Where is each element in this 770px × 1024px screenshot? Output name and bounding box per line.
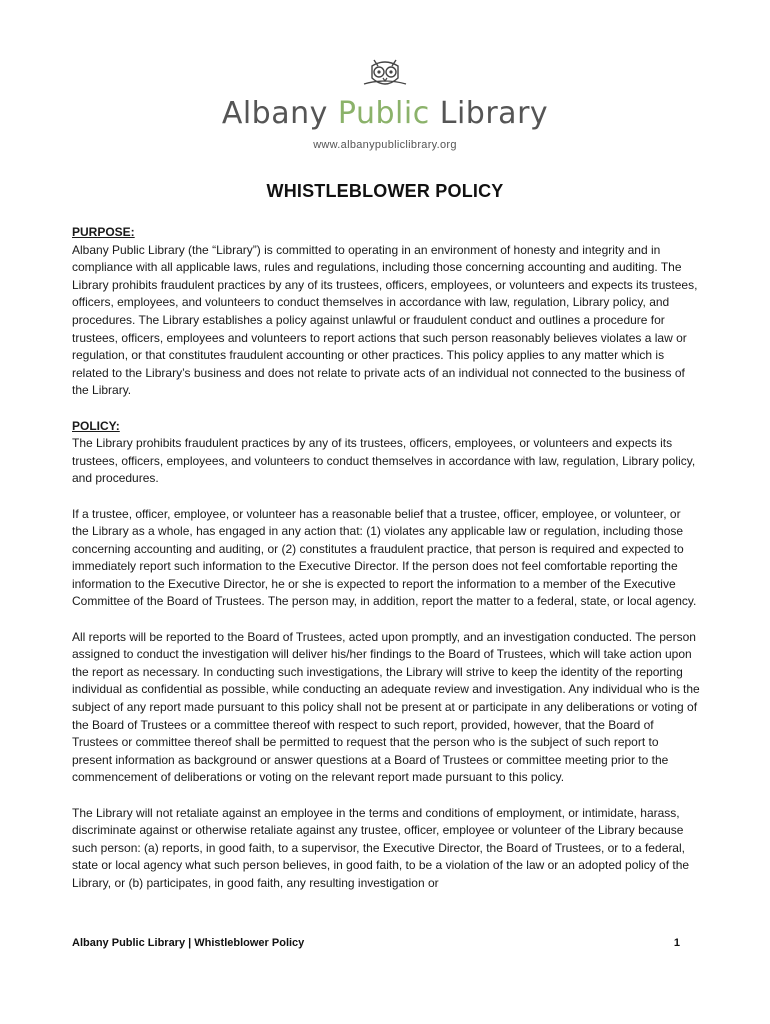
policy-paragraph-2: If a trustee, officer, employee, or volunteer has a reasonable belief that a trustee, officer, employee, or volunteer, or the Library as a whole, has engaged in any action that: (1) violates any applicable law or regulation, including those concerning accounting and auditing, or (2) constitutes a fraudulent practice, that person is required and expected to immediately report such information to the Executive Director. If the person does not feel comfortable reporting the information to the Executive Director, he or she is expected to report the information to a member of the Executive Committee of the Board of Trustees. The person may, in addition, report the matter to a federal, state, or local agency. bbox=[72, 506, 697, 609]
footer-title: Albany Public Library | Whistleblower Policy bbox=[72, 937, 305, 949]
document-body bbox=[72, 224, 700, 893]
document-title: WHISTLEBLOWER POLICY bbox=[266, 181, 504, 201]
purpose-paragraph: Albany Public Library (the “Library”) is committed to operating in an environment of honesty and integrity and in compliance with all applicable laws, rules and regulations, including those concerning accounting and auditing. The Library prohibits fraudulent practices by any of its trustees, officers, employees, or volunteers and expects its trustees, officers, employees, and volunteers to conduct themselves in accordance with law, regulation, Library policy, and procedures. The Library establishes a policy against unlawful or fraudulent conduct and outlines a procedure for trustees, officers, employees and volunteers to report actions that such person reasonably believes violates a law or regulation, or that constitutes fraudulent accounting or other practices. This policy applies to any matter which is related to the Library’s business and does not relate to private acts of an individual not connected to the business of the Library. bbox=[72, 242, 698, 398]
policy-paragraph-4: The Library will not retaliate against an employee in the terms and conditions of employment, or intimidate, harass, discriminate against or otherwise retaliate against any trustee, officer, employee or volunteer of the Library because such person: (a) reports, in good faith, to a supervisor, the Executive Director, the Board of Trustees, or to a federal, state or local agency what such person believes, in good faith, to be a violation of the law or an adopted policy of the Library, or (b) participates, in good faith, any resulting investigation or bbox=[72, 805, 690, 890]
library-logo-wordmark: Albany Public Library bbox=[221, 96, 549, 131]
policy-paragraph-1: The Library prohibits fraudulent practices by any of its trustees, officers, employees, or volunteers and expects its trustees, officers, employees, and volunteers to conduct themselves in accordance with law, regulation, Library policy, and procedures. bbox=[72, 436, 696, 486]
purpose-heading: PURPOSE: bbox=[72, 225, 135, 239]
page-number: 1 bbox=[673, 937, 680, 949]
owl-icon bbox=[360, 54, 410, 92]
policy-heading: POLICY: bbox=[72, 418, 120, 433]
policy-paragraph-3: All reports will be reported to the Board of Trustees, acted upon promptly, and an investigation conducted. The person assigned to conduct the investigation will deliver his/her findings to the Board of Trustees, which will take action upon the report as necessary. In conducting such investigations, the Library will strive to keep the identity of the reporting individual as confidential as possible, while conducting an adequate review and investigation. Any individual who is the subject of any report made pursuant to this policy shall not be present at or participate in any deliberations or voting of the Board of Trustees or a committee thereof with respect to such report, provided, however, that the Board of Trustees or committee thereof shall be permitted to request that the person who is the subject of such report to present information as background or answer questions at a Board of Trustees or committee meeting prior to the commencement of deliberations or voting on the relevant report made pursuant to this policy. bbox=[72, 629, 700, 785]
page-footer bbox=[72, 937, 680, 949]
library-website: www.albanypubliclibrary.org bbox=[313, 139, 457, 151]
